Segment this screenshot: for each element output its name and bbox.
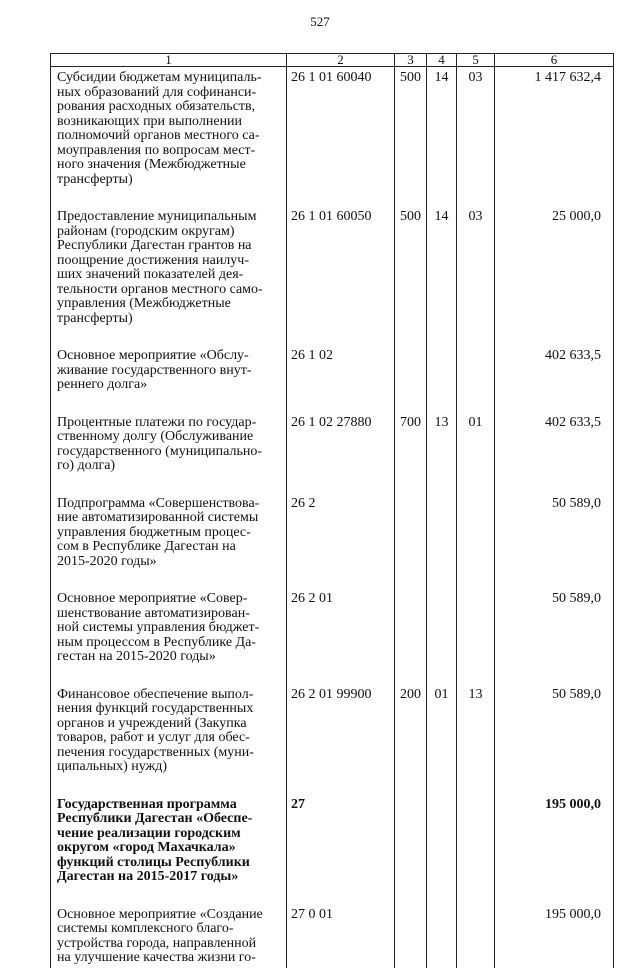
row-name-line: полномочий органов местного са- [57, 128, 260, 143]
spacer-cell [427, 665, 457, 684]
row-col4-cell: 14 [427, 67, 457, 188]
spacer-cell [395, 393, 427, 412]
row-name-cell [51, 67, 287, 188]
row-name-line: рования расходных обязательств, [57, 99, 256, 114]
row-name-line: трансферты) [57, 310, 133, 326]
row-name-cell [51, 493, 287, 570]
spacer-cell [287, 474, 395, 493]
spacer-cell [457, 775, 495, 794]
spacer-cell [51, 665, 287, 684]
row-name-line: возникающих при выполнении [57, 113, 243, 129]
row-name-line: го) долга) [57, 458, 116, 473]
spacer-cell [457, 569, 495, 588]
row-col5-cell: 13 [457, 684, 495, 775]
spacer-cell [51, 393, 287, 412]
row-name-line: трансферты) [57, 171, 133, 187]
row-col3-cell [395, 493, 427, 570]
row-amount-cell: 25 000,0 [495, 206, 614, 326]
table-row [51, 412, 614, 474]
spacer-cell [287, 775, 395, 794]
spacer-cell [427, 393, 457, 412]
spacer-cell [495, 885, 614, 904]
budget-table [50, 53, 614, 968]
row-spacer [51, 393, 614, 412]
row-amount-cell: 402 633,5 [495, 412, 614, 474]
row-name-line: Предоставление муниципальным [57, 209, 257, 224]
row-col4-cell [427, 794, 457, 885]
row-col5-cell: 03 [457, 206, 495, 326]
row-col5-cell: 01 [457, 412, 495, 474]
spacer-cell [427, 474, 457, 493]
spacer-cell [395, 775, 427, 794]
row-col5-cell [457, 794, 495, 885]
row-col5-cell: 03 [457, 67, 495, 188]
row-name-line: чение реализации городским [57, 825, 241, 841]
spacer-cell [51, 775, 287, 794]
spacer-cell [457, 187, 495, 206]
row-name-line: товаров, работ и услуг для обес- [57, 730, 250, 745]
row-spacer [51, 187, 614, 206]
row-code-cell: 26 1 01 60050 [287, 206, 395, 326]
row-name-cell [51, 684, 287, 775]
table-row [51, 493, 614, 570]
row-spacer [51, 326, 614, 345]
row-code-cell: 26 2 01 99900 [287, 684, 395, 775]
row-col5-cell [457, 904, 495, 968]
row-name-line: ной системы управления бюджет- [57, 620, 260, 635]
row-col3-cell: 500 [395, 206, 427, 326]
budget-table-container [50, 52, 613, 965]
row-col3-cell: 200 [395, 684, 427, 775]
row-name-cell [51, 904, 287, 968]
table-row [51, 684, 614, 775]
spacer-cell [51, 885, 287, 904]
row-name-line: Основное мероприятие «Обслу- [57, 348, 249, 363]
row-name-line: Республики Дагестан грантов на [57, 238, 252, 253]
row-name-line: моуправления по вопросам мест- [57, 142, 256, 158]
row-amount-cell: 195 000,0 [495, 904, 614, 968]
row-spacer [51, 775, 614, 794]
spacer-cell [495, 326, 614, 345]
row-col4-cell: 13 [427, 412, 457, 474]
row-name-line: сом в Республике Дагестан на [57, 539, 236, 554]
row-name-line: тельности органов местного само- [57, 281, 263, 297]
spacer-cell [395, 187, 427, 206]
row-name-line: Субсидии бюджетам муниципаль- [57, 70, 262, 85]
column-header: 2 [287, 54, 395, 67]
row-name-line: шенствование автоматизирован- [57, 605, 250, 621]
row-name-line: государственного (муниципально- [57, 443, 263, 459]
row-name-line: гестан на 2015-2020 годы» [57, 649, 216, 664]
spacer-cell [51, 326, 287, 345]
spacer-cell [287, 393, 395, 412]
row-name-line: реннего долга» [57, 377, 148, 392]
row-name-line: ние автоматизированной системы [57, 510, 259, 525]
spacer-cell [395, 885, 427, 904]
spacer-cell [427, 775, 457, 794]
row-code-cell: 27 0 01 [287, 904, 395, 968]
row-name-line: районам (городским округам) [57, 223, 235, 239]
spacer-cell [495, 187, 614, 206]
row-name-line: органов и учреждений (Закупка [57, 715, 247, 731]
spacer-cell [457, 474, 495, 493]
row-name-line: ных образований для софинанси- [57, 84, 257, 100]
row-name-cell [51, 206, 287, 326]
row-col3-cell [395, 794, 427, 885]
row-name-line: нения функций государственных [57, 701, 254, 716]
row-code-cell: 26 1 01 60040 [287, 67, 395, 188]
row-code-cell: 26 2 [287, 493, 395, 570]
spacer-cell [427, 885, 457, 904]
row-name-line: Основное мероприятие «Совер- [57, 591, 248, 606]
row-name-line: системы комплексного благо- [57, 921, 234, 936]
row-amount-cell: 195 000,0 [495, 794, 614, 885]
row-name-line: Республики Дагестан «Обеспе- [57, 811, 253, 826]
row-name-line: 2015-2020 годы» [57, 553, 157, 569]
spacer-cell [287, 665, 395, 684]
spacer-cell [427, 187, 457, 206]
row-amount-cell: 402 633,5 [495, 345, 614, 393]
row-code-cell: 26 1 02 [287, 345, 395, 393]
column-header: 4 [427, 54, 457, 67]
row-col5-cell [457, 588, 495, 665]
row-col5-cell [457, 493, 495, 570]
row-name-cell [51, 588, 287, 665]
spacer-cell [51, 569, 287, 588]
row-name-line: на улучшение качества жизни го- [57, 950, 256, 965]
row-name-line: печения государственных (муни- [57, 744, 254, 760]
table-row [51, 794, 614, 885]
row-name-line: управления бюджетным процес- [57, 524, 251, 540]
row-col3-cell: 700 [395, 412, 427, 474]
spacer-cell [395, 474, 427, 493]
row-name-line: Государственная программа [57, 796, 237, 812]
spacer-cell [495, 569, 614, 588]
row-col3-cell [395, 345, 427, 393]
row-col3-cell [395, 588, 427, 665]
spacer-cell [457, 393, 495, 412]
row-amount-cell: 50 589,0 [495, 684, 614, 775]
table-body [51, 67, 614, 968]
spacer-cell [457, 885, 495, 904]
row-col5-cell [457, 345, 495, 393]
row-amount-cell: 50 589,0 [495, 588, 614, 665]
spacer-cell [287, 187, 395, 206]
row-name-line: ного значения (Межбюджетные [57, 157, 246, 172]
row-name-line: Основное мероприятие «Создание [57, 906, 263, 922]
row-spacer [51, 885, 614, 904]
row-name-line: устройства города, направленной [57, 935, 257, 951]
row-name-line: округом «город Махачкала» [57, 840, 236, 855]
spacer-cell [395, 665, 427, 684]
row-name-line: Дагестан на 2015-2017 годы» [57, 869, 239, 884]
spacer-cell [457, 326, 495, 345]
column-header: 5 [457, 54, 495, 67]
spacer-cell [287, 885, 395, 904]
table-row [51, 67, 614, 188]
row-col3-cell [395, 904, 427, 968]
column-header: 6 [495, 54, 614, 67]
table-row [51, 904, 614, 968]
row-name-line: поощрение достижения наилуч- [57, 252, 249, 268]
spacer-cell [495, 474, 614, 493]
row-spacer [51, 665, 614, 684]
row-col4-cell: 14 [427, 206, 457, 326]
table-row [51, 588, 614, 665]
row-code-cell: 27 [287, 794, 395, 885]
row-col4-cell: 01 [427, 684, 457, 775]
table-row [51, 345, 614, 393]
row-name-line: управления (Межбюджетные [57, 296, 231, 311]
row-amount-cell: 1 417 632,4 [495, 67, 614, 188]
row-amount-cell: 50 589,0 [495, 493, 614, 570]
page-number: 527 [310, 14, 330, 29]
spacer-cell [495, 775, 614, 794]
row-name-cell [51, 794, 287, 885]
spacer-cell [427, 326, 457, 345]
row-col4-cell [427, 904, 457, 968]
row-code-cell: 26 1 02 27880 [287, 412, 395, 474]
spacer-cell [495, 665, 614, 684]
row-name-line: ственному долгу (Обслуживание [57, 429, 254, 444]
spacer-cell [51, 187, 287, 206]
row-spacer [51, 474, 614, 493]
column-header: 3 [395, 54, 427, 67]
table-row [51, 206, 614, 326]
row-name-line: ципальных) нужд) [57, 759, 168, 774]
row-col4-cell [427, 345, 457, 393]
column-header: 1 [51, 54, 287, 67]
row-name-line: ших значений показателей дея- [57, 267, 244, 282]
row-name-line: функций столицы Республики [57, 854, 250, 870]
row-name-cell [51, 345, 287, 393]
spacer-cell [457, 665, 495, 684]
row-name-line: ным процессом в Республике Да- [57, 634, 256, 650]
row-name-line: Финансовое обеспечение выпол- [57, 686, 254, 702]
table-header-row [51, 54, 614, 67]
spacer-cell [287, 326, 395, 345]
spacer-cell [495, 393, 614, 412]
spacer-cell [51, 474, 287, 493]
spacer-cell [287, 569, 395, 588]
row-name-line: Подпрограмма «Совершенствова- [57, 495, 260, 511]
row-name-line: Процентные платежи по государ- [57, 414, 257, 430]
row-col4-cell [427, 588, 457, 665]
row-code-cell: 26 2 01 [287, 588, 395, 665]
row-name-cell [51, 412, 287, 474]
row-col3-cell: 500 [395, 67, 427, 188]
row-name-line: живание государственного внут- [57, 362, 252, 378]
spacer-cell [395, 569, 427, 588]
spacer-cell [427, 569, 457, 588]
row-spacer [51, 569, 614, 588]
row-col4-cell [427, 493, 457, 570]
spacer-cell [395, 326, 427, 345]
